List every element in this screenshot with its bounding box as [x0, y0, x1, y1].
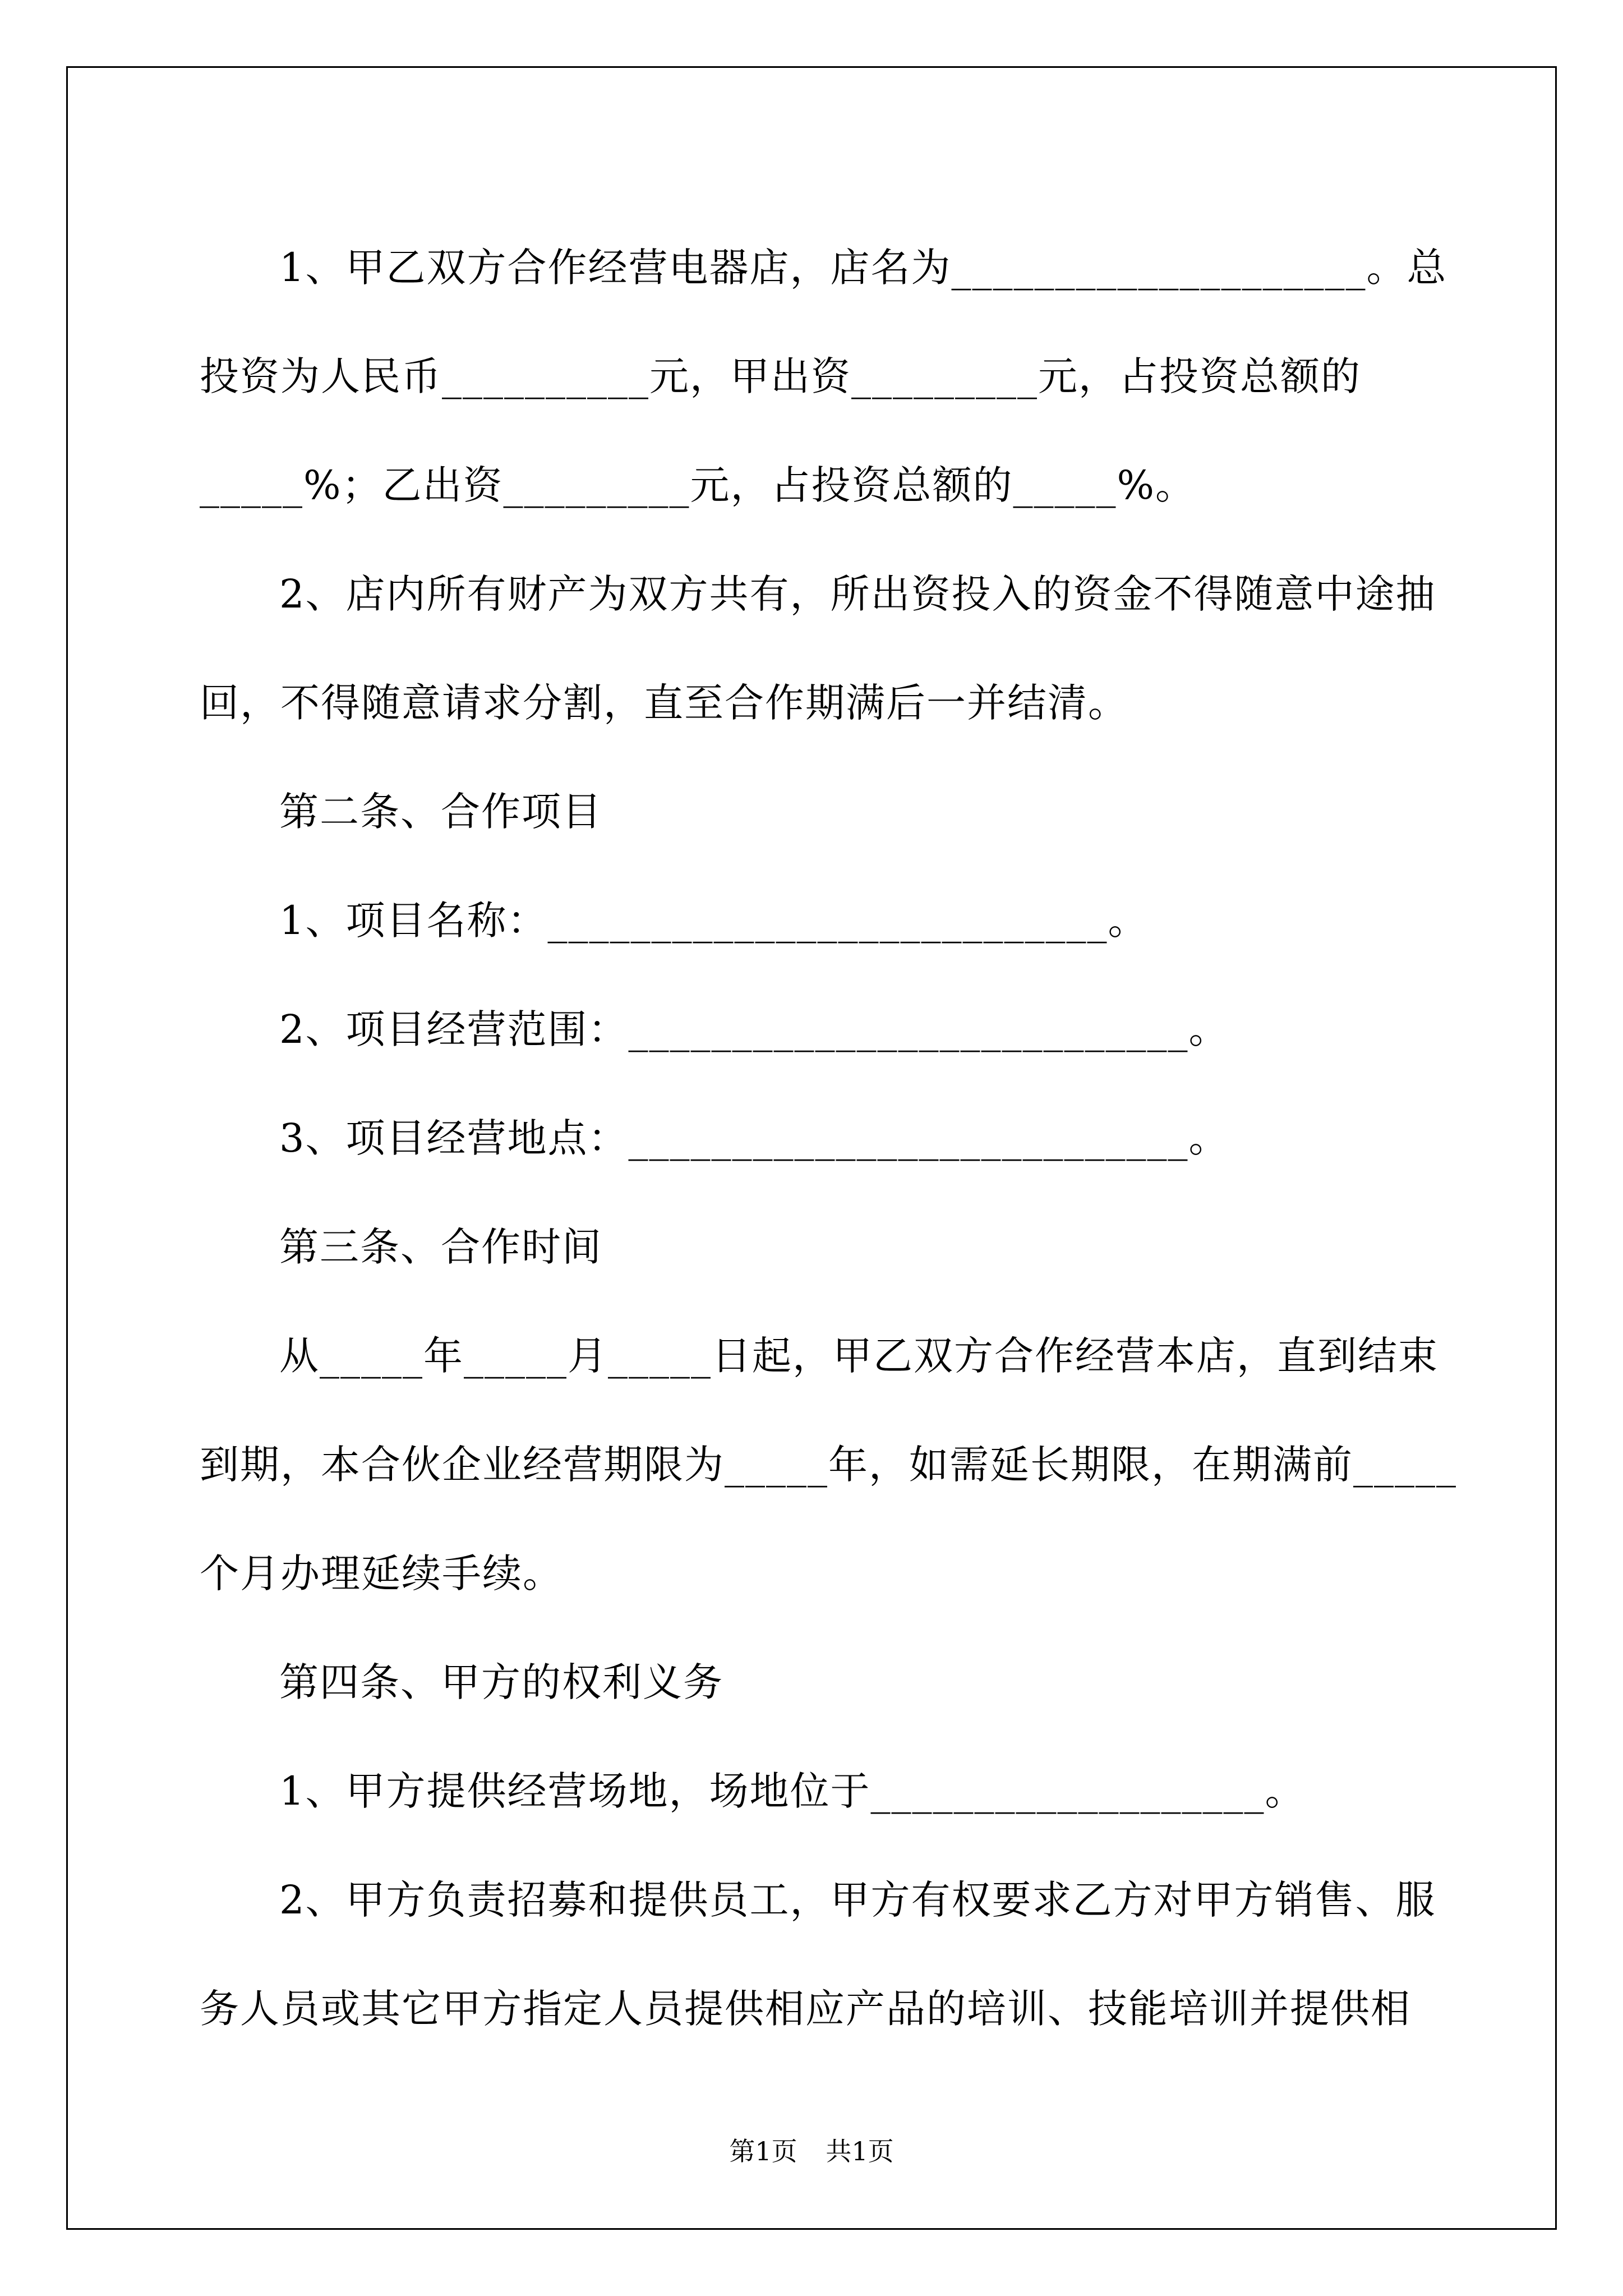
- text-line-4: 2、店内所有财产为双方共有，所出资投入的资金不得随意中途抽: [279, 571, 1436, 617]
- page-total: 共1页: [826, 2136, 894, 2166]
- section-heading-3: 第三条、合作时间: [279, 1224, 602, 1270]
- text-line-9: 3、项目经营地点：___________________________。: [279, 1115, 1229, 1161]
- text-line-13: 个月办理延续手续。: [200, 1550, 563, 1596]
- text-line-2: 投资为人民币__________元，甲出资_________元，占投资总额的: [200, 353, 1361, 399]
- text-line-16: 2、甲方负责招募和提供员工，甲方有权要求乙方对甲方销售、服: [279, 1877, 1436, 1923]
- document-body: [200, 213, 1457, 2063]
- text-line-8: 2、项目经营范围：___________________________。: [279, 1006, 1229, 1052]
- text-line-12: 到期，本合伙企业经营期限为_____年，如需延长期限，在期满前_____: [200, 1442, 1457, 1488]
- text-line-5: 回，不得随意请求分割，直至合作期满后一并结清。: [200, 680, 1128, 726]
- section-heading-4: 第四条、甲方的权利义务: [279, 1659, 723, 1705]
- text-line-7: 1、项目名称：___________________________。: [279, 898, 1149, 944]
- text-line-3: _____%；乙出资_________元，占投资总额的_____%。: [200, 462, 1196, 508]
- text-line-17: 务人员或其它甲方指定人员提供相应产品的培训、技能培训并提供相: [200, 1986, 1411, 2032]
- page-current: 第1页: [729, 2136, 797, 2166]
- text-line-1: 1、甲乙双方合作经营电器店，店名为____________________。总: [279, 245, 1447, 291]
- page-footer: [0, 2134, 1623, 2168]
- section-heading-2: 第二条、合作项目: [279, 789, 602, 835]
- text-line-11: 从_____年_____月_____日起，甲乙双方合作经营本店，直到结束: [279, 1333, 1438, 1379]
- text-line-15: 1、甲方提供经营场地，场地位于___________________。: [279, 1768, 1306, 1814]
